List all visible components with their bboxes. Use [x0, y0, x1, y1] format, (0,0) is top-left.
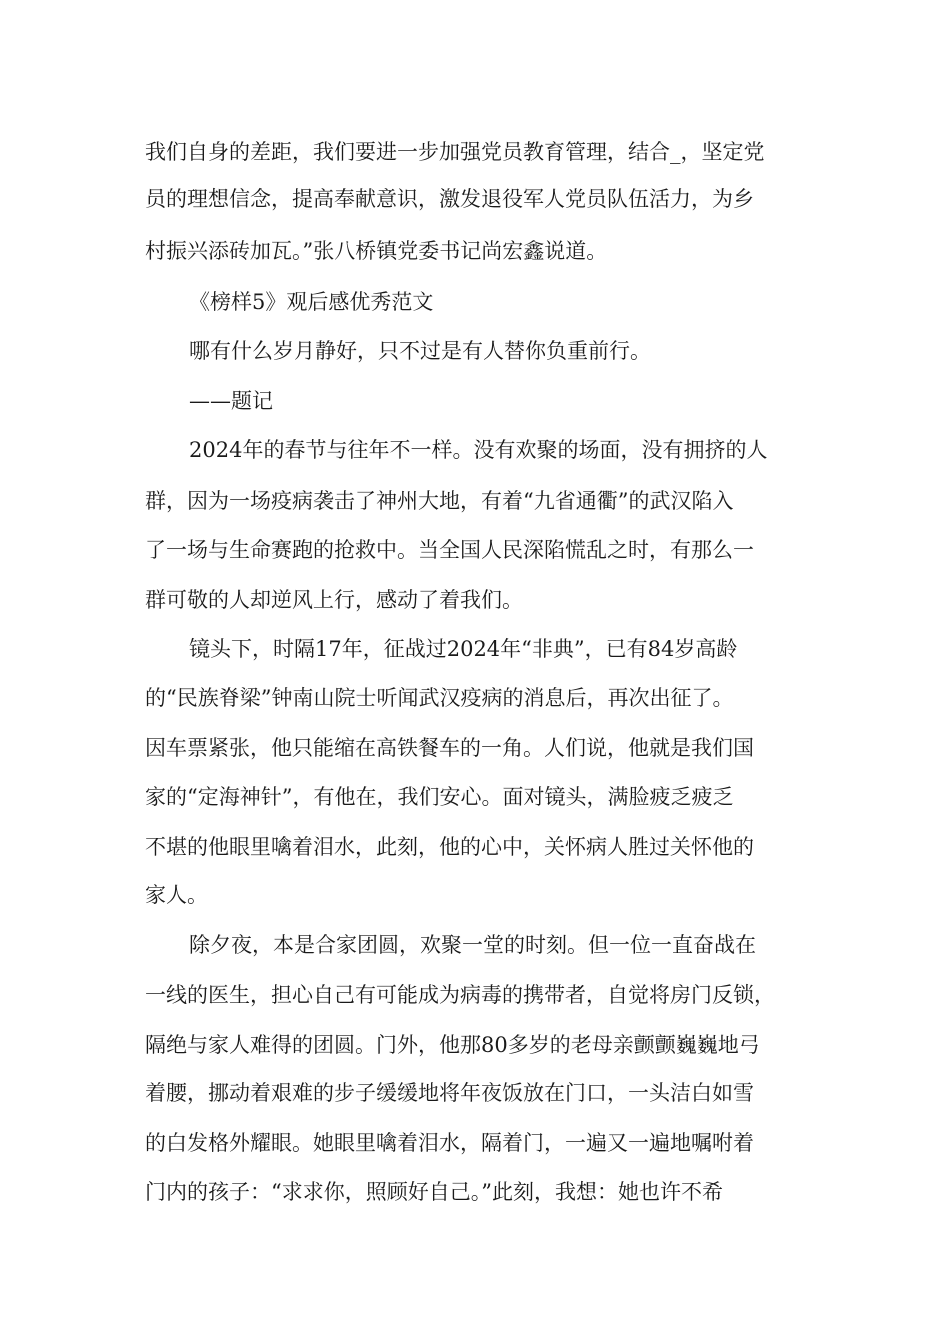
text-line: 镜头下，时隔17年，征战过2024年“非典”，已有84岁高龄 [189, 637, 738, 661]
text-line: 隔绝与家人难得的团圆。门外，他那80多岁的老母亲颤颤巍巍地弓 [145, 1033, 760, 1057]
text-line: 门内的孩子：“求求你，照顾好自己。”此刻，我想：她也许不希 [145, 1180, 723, 1204]
epigraph: 哪有什么岁月静好，只不过是有人替你负重前行。 [189, 339, 651, 363]
text-line: 群，因为一场疫病袭击了神州大地，有着“九省通衢”的武汉陷入 [145, 489, 734, 513]
text-line: 一线的医生，担心自己有可能成为病毒的携带者，自觉将房门反锁， [145, 983, 775, 1007]
text-line: 村振兴添砖加瓦。”张八桥镇党委书记尚宏鑫说道。 [145, 239, 608, 263]
text-line: 的白发格外耀眼。她眼里噙着泪水，隔着门，一遍又一遍地嘱咐着 [145, 1131, 754, 1155]
section-title: 《榜样5》观后感优秀范文 [189, 290, 434, 314]
text-line: 除夕夜，本是合家团圆，欢聚一堂的时刻。但一位一直奋战在 [189, 933, 756, 957]
epigraph-attribution: ——题记 [189, 389, 273, 413]
text-line: 的“民族脊梁”钟南山院士听闻武汉疫病的消息后，再次出征了。 [145, 686, 734, 710]
text-line: 了一场与生命赛跑的抢救中。当全国人民深陷慌乱之时，有那么一 [145, 538, 754, 562]
text-line: 因车票紧张，他只能缩在高铁餐车的一角。人们说，他就是我们国 [145, 736, 754, 760]
text-line: 家的“定海神针”，有他在，我们安心。面对镜头，满脸疲乏疲乏 [145, 785, 734, 809]
text-line: 着腰，挪动着艰难的步子缓缓地将年夜饭放在门口，一头洁白如雪 [145, 1081, 754, 1105]
text-line: 家人。 [145, 883, 208, 907]
text-line: 我们自身的差距，我们要进一步加强党员教育管理，结合_，坚定党 [145, 140, 765, 164]
text-line: 员的理想信念，提高奉献意识，激发退役军人党员队伍活力，为乡 [145, 187, 754, 211]
text-line: 2024年的春节与往年不一样。没有欢聚的场面，没有拥挤的人 [189, 438, 768, 462]
text-line: 不堪的他眼里噙着泪水，此刻，他的心中，关怀病人胜过关怀他的 [145, 835, 754, 859]
text-line: 群可敬的人却逆风上行，感动了着我们。 [145, 588, 523, 612]
